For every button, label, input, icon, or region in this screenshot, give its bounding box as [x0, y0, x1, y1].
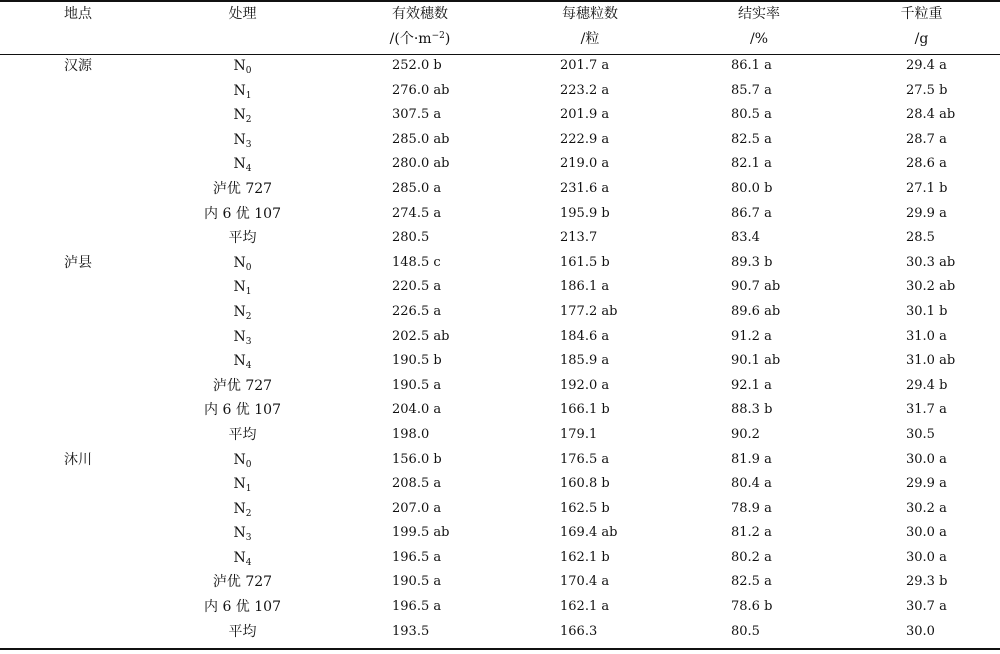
cell-panicles: 285.0 a: [392, 180, 442, 196]
cell-panicles: 198.0: [392, 426, 430, 442]
cell-location: [0, 275, 150, 300]
table-row: [0, 177, 1000, 202]
cell-location: [0, 349, 150, 374]
cell-seed-setting: 81.9 a: [731, 451, 772, 467]
cell-treatment: [150, 423, 335, 448]
table-row: [0, 595, 1000, 620]
cell-seed-setting: 86.7 a: [731, 205, 772, 221]
cell-location: [0, 595, 150, 620]
treatment-subscript: 0: [245, 262, 252, 273]
cell-seed-setting: 90.7 ab: [731, 279, 781, 295]
treatment-label: 平均: [228, 230, 257, 247]
cell-seed-setting: 82.5 a: [731, 574, 772, 590]
cell-grains: 184.6 a: [560, 328, 610, 344]
cell-kgw: 29.9 a: [906, 205, 947, 221]
cell-treatment: [150, 620, 335, 645]
table-row: [0, 251, 1000, 276]
treatment-subscript: 2: [245, 508, 252, 519]
table-row: [0, 226, 1000, 251]
treatment-subscript: 4: [245, 164, 252, 175]
cell-treatment: [150, 398, 335, 423]
cell-panicles: 226.5 a: [392, 303, 442, 319]
treatment-label: N: [233, 82, 246, 99]
header-kgw-unit: /g: [914, 31, 929, 47]
table-row: [0, 300, 1000, 325]
cell-grains: 222.9 a: [560, 131, 610, 147]
cell-kgw: 30.0 a: [906, 451, 947, 467]
cell-seed-setting: 85.7 a: [731, 82, 772, 98]
header-row-units: [0, 26, 1000, 52]
cell-panicles: 190.5 b: [392, 353, 442, 369]
treatment-label: 泸优 727: [212, 377, 273, 394]
header-seed-setting: 结实率: [738, 6, 780, 22]
cell-grains: 166.3: [560, 623, 598, 639]
cell-kgw: 31.7 a: [906, 402, 947, 418]
cell-kgw: 28.4 ab: [906, 107, 956, 123]
cell-panicles: 196.5 a: [392, 599, 442, 615]
treatment-subscript: 1: [245, 484, 252, 495]
cell-panicles: 202.5 ab: [392, 328, 450, 344]
table-row: [0, 103, 1000, 128]
cell-seed-setting: 82.5 a: [731, 131, 772, 147]
treatment-label: N: [233, 451, 246, 468]
cell-kgw: 29.4 a: [906, 58, 947, 73]
cell-location: [0, 325, 150, 350]
cell-location: [0, 521, 150, 546]
cell-grains: 195.9 b: [560, 205, 610, 221]
cell-kgw: 27.5 b: [906, 82, 948, 98]
cell-location: [0, 226, 150, 251]
cell-treatment: [150, 374, 335, 399]
cell-grains: 192.0 a: [560, 377, 610, 393]
cell-location: [0, 472, 150, 497]
cell-seed-setting: 91.2 a: [731, 328, 772, 344]
table-row: [0, 325, 1000, 350]
cell-grains: 223.2 a: [560, 82, 610, 98]
cell-seed-setting: 86.1 a: [731, 58, 772, 73]
cell-seed-setting: 92.1 a: [731, 377, 772, 393]
cell-kgw: 28.6 a: [906, 156, 947, 172]
cell-treatment: [150, 251, 335, 276]
cell-treatment: [150, 128, 335, 153]
cell-kgw: 29.4 b: [906, 377, 948, 393]
table-row: [0, 374, 1000, 399]
cell-treatment: [150, 275, 335, 300]
table-row: [0, 570, 1000, 595]
cell-kgw: 30.0: [906, 623, 935, 639]
cell-grains: 219.0 a: [560, 156, 610, 172]
header-panicles: 有效穗数: [392, 6, 448, 22]
cell-treatment: [150, 448, 335, 473]
cell-location: [0, 202, 150, 227]
table-row: [0, 202, 1000, 227]
cell-treatment: [150, 497, 335, 522]
cell-kgw: 30.2 ab: [906, 279, 956, 295]
table-row: [0, 52, 1000, 79]
treatment-label: 内 6 优 107: [204, 599, 281, 616]
table-row: [0, 546, 1000, 571]
cell-panicles: 280.5: [392, 230, 430, 246]
treatment-subscript: 2: [245, 115, 252, 126]
treatment-subscript: 1: [245, 287, 252, 298]
cell-panicles: 190.5 a: [392, 377, 442, 393]
cell-kgw: 29.3 b: [906, 574, 948, 590]
cell-panicles: 204.0 a: [392, 402, 442, 418]
treatment-subscript: 0: [245, 459, 252, 470]
treatment-label: N: [233, 58, 246, 74]
cell-location: 沐川: [64, 451, 92, 468]
cell-treatment: [150, 79, 335, 104]
cell-grains: 201.7 a: [560, 58, 610, 73]
cell-grains: 170.4 a: [560, 574, 610, 590]
cell-location: [0, 620, 150, 645]
cell-kgw: 31.0 a: [906, 328, 947, 344]
treatment-subscript: 4: [245, 361, 252, 372]
cell-kgw: 31.0 ab: [906, 353, 956, 369]
cell-grains: 201.9 a: [560, 107, 610, 123]
cell-grains: 177.2 ab: [560, 303, 618, 319]
cell-grains: 213.7: [560, 230, 598, 246]
table-row: [0, 275, 1000, 300]
cell-location: 汉源: [64, 58, 92, 74]
treatment-label: N: [233, 131, 246, 148]
treatment-label: N: [233, 156, 246, 173]
table-row: [0, 398, 1000, 423]
cell-treatment: [150, 226, 335, 251]
cell-location: [0, 497, 150, 522]
treatment-label: N: [233, 107, 246, 124]
cell-grains: 169.4 ab: [560, 525, 618, 541]
cell-treatment: [150, 546, 335, 571]
cell-seed-setting: 90.1 ab: [731, 353, 781, 369]
cell-kgw: 30.5: [906, 426, 935, 442]
cell-panicles: 156.0 b: [392, 451, 442, 467]
treatment-label: N: [233, 549, 246, 566]
header-treatment-unit: [150, 26, 335, 52]
cell-grains: 166.1 b: [560, 402, 610, 418]
table-row: [0, 79, 1000, 104]
treatment-label: N: [233, 500, 246, 517]
cell-location: [0, 423, 150, 448]
cell-kgw: 28.5: [906, 230, 935, 246]
cell-panicles: 285.0 ab: [392, 131, 450, 147]
treatment-label: 内 6 优 107: [204, 205, 281, 222]
cell-location: [0, 570, 150, 595]
table-row: [0, 349, 1000, 374]
cell-treatment: [150, 202, 335, 227]
cell-grains: 160.8 b: [560, 476, 610, 492]
cell-kgw: 30.2 a: [906, 500, 947, 516]
treatment-subscript: 2: [245, 311, 252, 322]
table-header: [0, 2, 1000, 52]
cell-seed-setting: 78.9 a: [731, 500, 772, 516]
cell-kgw: 30.7 a: [906, 599, 947, 615]
cell-grains: 179.1: [560, 426, 598, 442]
cell-treatment: [150, 325, 335, 350]
table-row: [0, 128, 1000, 153]
cell-panicles: 274.5 a: [392, 205, 442, 221]
cell-treatment: [150, 152, 335, 177]
cell-treatment: [150, 177, 335, 202]
cell-location: [0, 79, 150, 104]
cell-panicles: 196.5 a: [392, 549, 442, 565]
cell-kgw: 30.0 a: [906, 525, 947, 541]
cell-grains: 231.6 a: [560, 180, 610, 196]
cell-seed-setting: 78.6 b: [731, 599, 773, 615]
cell-seed-setting: 80.4 a: [731, 476, 772, 492]
table-body: [0, 52, 1000, 644]
cell-panicles: 252.0 b: [392, 58, 442, 73]
cell-kgw: 29.9 a: [906, 476, 947, 492]
treatment-label: 平均: [228, 426, 257, 443]
treatment-label: N: [233, 328, 246, 345]
header-kgw: 千粒重: [900, 6, 943, 22]
table-bottom-rule: [0, 648, 1000, 650]
treatment-subscript: 1: [245, 90, 252, 101]
cell-location: [0, 546, 150, 571]
cell-seed-setting: 80.5: [731, 623, 760, 639]
treatment-label: 泸优 727: [212, 180, 273, 197]
cell-seed-setting: 88.3 b: [731, 402, 773, 418]
cell-treatment: [150, 52, 335, 79]
cell-seed-setting: 89.6 ab: [731, 303, 781, 319]
cell-location: 泸县: [64, 254, 92, 271]
cell-seed-setting: 83.4: [731, 230, 760, 246]
table-row: [0, 521, 1000, 546]
header-location: 地点: [64, 6, 92, 22]
cell-location: [0, 374, 150, 399]
table-row: [0, 448, 1000, 473]
cell-treatment: [150, 570, 335, 595]
treatment-label: 内 6 优 107: [204, 402, 281, 419]
cell-seed-setting: 80.2 a: [731, 549, 772, 565]
cell-seed-setting: 82.1 a: [731, 156, 772, 172]
table-row: [0, 620, 1000, 645]
cell-treatment: [150, 300, 335, 325]
cell-panicles: 148.5 c: [392, 254, 441, 270]
cell-panicles: 207.0 a: [392, 500, 442, 516]
cell-location: [0, 103, 150, 128]
cell-grains: 162.5 b: [560, 500, 610, 516]
cell-treatment: [150, 103, 335, 128]
cell-panicles: 220.5 a: [392, 279, 442, 295]
treatment-label: 泸优 727: [212, 574, 273, 591]
cell-location: [0, 398, 150, 423]
treatment-label: N: [233, 279, 246, 296]
treatment-subscript: 0: [245, 66, 252, 76]
cell-seed-setting: 89.3 b: [731, 254, 773, 270]
cell-treatment: [150, 521, 335, 546]
cell-panicles: 208.5 a: [392, 476, 442, 492]
cell-location: [0, 128, 150, 153]
cell-panicles: 276.0 ab: [392, 82, 450, 98]
cell-grains: 162.1 b: [560, 549, 610, 565]
cell-grains: 176.5 a: [560, 451, 610, 467]
yield-components-table: [0, 2, 1000, 644]
cell-panicles: 280.0 ab: [392, 156, 450, 172]
cell-seed-setting: 80.5 a: [731, 107, 772, 123]
treatment-label: N: [233, 303, 246, 320]
cell-grains: 186.1 a: [560, 279, 610, 295]
cell-kgw: 28.7 a: [906, 131, 947, 147]
table-row: [0, 152, 1000, 177]
table-row: [0, 497, 1000, 522]
treatment-subscript: 3: [245, 336, 252, 347]
cell-panicles: 190.5 a: [392, 574, 442, 590]
treatment-subscript: 3: [245, 533, 252, 544]
cell-grains: 162.1 a: [560, 599, 610, 615]
table-row: [0, 472, 1000, 497]
cell-panicles: 307.5 a: [392, 107, 442, 123]
treatment-label: 平均: [228, 623, 257, 640]
table-row: [0, 423, 1000, 448]
cell-seed-setting: 80.0 b: [731, 180, 773, 196]
header-row-names: [0, 2, 1000, 26]
treatment-subscript: 3: [245, 139, 252, 150]
cell-grains: 185.9 a: [560, 353, 610, 369]
cell-seed-setting: 81.2 a: [731, 525, 772, 541]
cell-seed-setting: 90.2: [731, 426, 760, 442]
cell-kgw: 30.3 ab: [906, 254, 956, 270]
header-treatment: 处理: [228, 6, 257, 22]
header-location-unit: [0, 26, 150, 52]
cell-grains: 161.5 b: [560, 254, 610, 270]
cell-kgw: 30.1 b: [906, 303, 948, 319]
treatment-label: N: [233, 254, 246, 271]
cell-location: [0, 300, 150, 325]
cell-kgw: 30.0 a: [906, 549, 947, 565]
treatment-label: N: [233, 525, 246, 542]
cell-location: [0, 152, 150, 177]
cell-panicles: 199.5 ab: [392, 525, 450, 541]
header-grains: 每穗粒数: [562, 6, 618, 22]
header-grains-unit: /粒: [580, 31, 600, 47]
cell-panicles: 193.5: [392, 623, 430, 639]
header-panicles-unit: /(个$\cdot m^{-2}$): [389, 31, 451, 47]
treatment-subscript: 4: [245, 557, 252, 568]
treatment-label: N: [233, 476, 246, 493]
cell-kgw: 27.1 b: [906, 180, 948, 196]
cell-location: [0, 177, 150, 202]
cell-treatment: [150, 472, 335, 497]
header-seed-setting-unit: /%: [749, 31, 769, 47]
cell-treatment: [150, 349, 335, 374]
cell-treatment: [150, 595, 335, 620]
treatment-label: N: [233, 353, 246, 370]
